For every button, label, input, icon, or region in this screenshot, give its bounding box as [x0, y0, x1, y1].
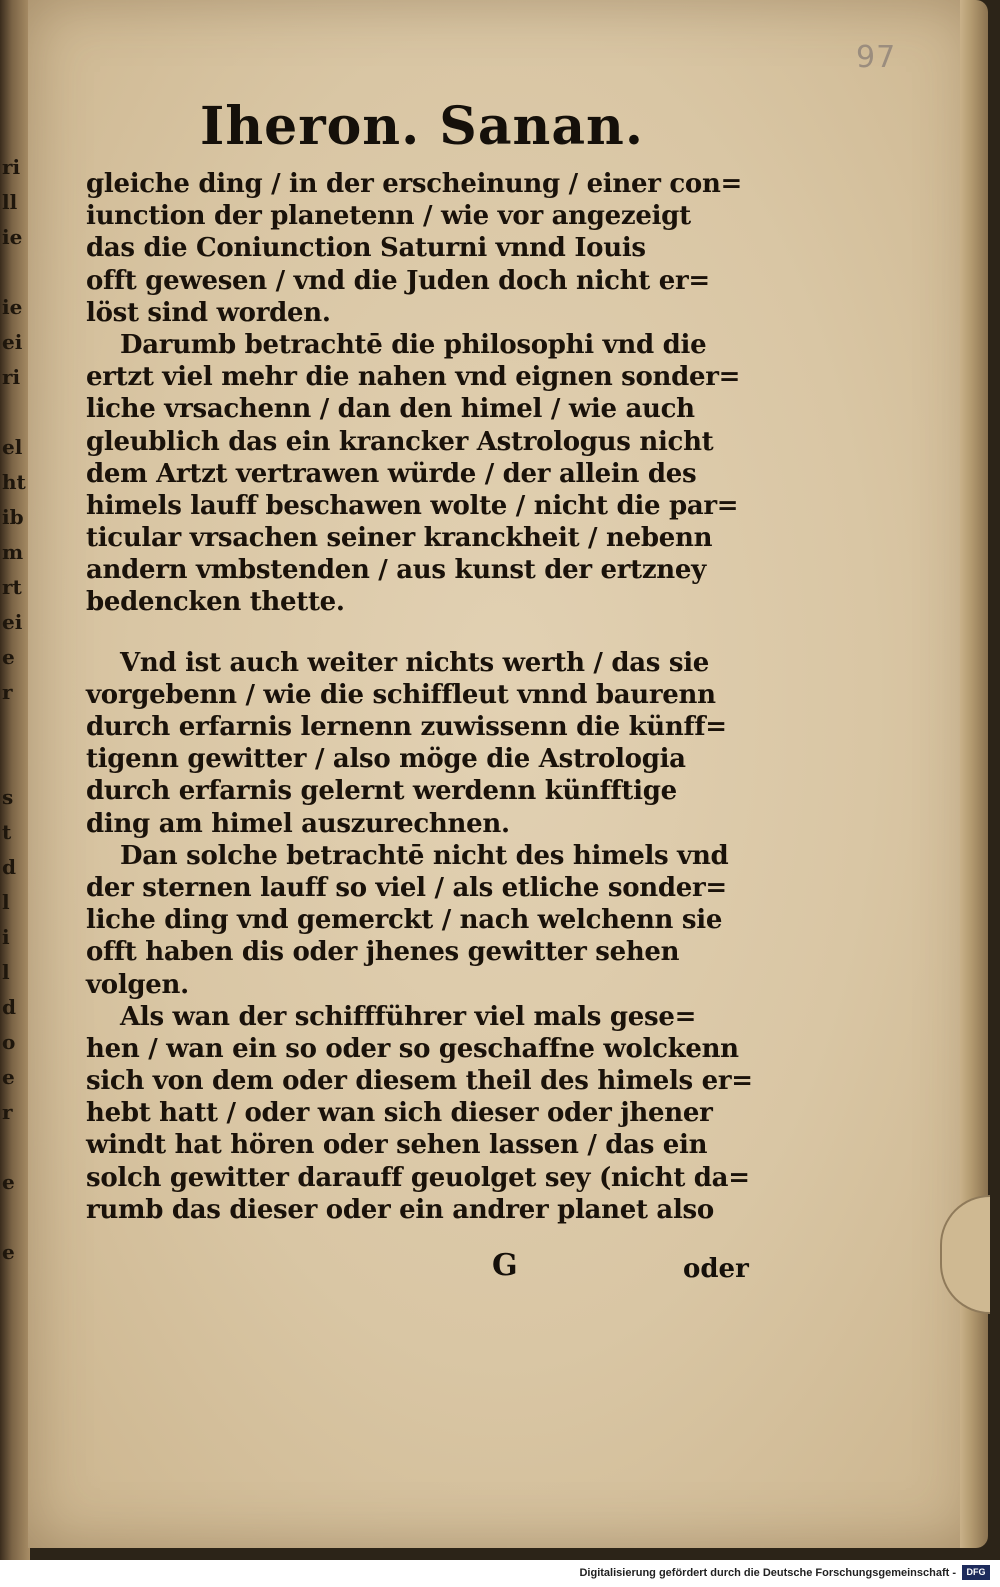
paragraph — [86, 647, 756, 840]
text-line: sich von dem oder diesem theil des himels er= — [86, 1066, 753, 1097]
gutter-fragment — [2, 395, 28, 430]
paragraph — [86, 1001, 756, 1226]
folio-number: 97 — [856, 40, 897, 75]
gutter-fragment: m — [2, 540, 24, 564]
text-line: offt gewesen / vnd die Juden doch nicht er= — [86, 265, 710, 296]
text-line: offt haben dis oder jhenes gewitter sehen — [86, 937, 680, 968]
dfg-logo: DFG — [962, 1565, 990, 1580]
gutter-fragment: r — [2, 1100, 13, 1124]
text-line: Als wan der schiffführer viel mals gese= — [120, 1001, 697, 1032]
gutter-fragment: ie — [2, 295, 23, 319]
gutter-fragment: d — [2, 855, 16, 879]
gutter-fragment: e — [2, 1065, 15, 1089]
gutter-fragment: l — [2, 960, 10, 984]
text-line: volgen. — [86, 969, 189, 1000]
running-head: Iheron. Sanan. — [200, 96, 644, 157]
gutter-fragment: ei — [2, 330, 23, 354]
text-line: gleublich das ein krancker Astrologus nicht — [86, 426, 714, 457]
gutter-fragment — [2, 710, 28, 745]
text-line: löst sind worden. — [86, 297, 331, 328]
funding-credit: Digitalisierung gefördert durch die Deutsche Forschungsgemeinschaft - — [579, 1567, 956, 1579]
text-line: windt hat hören oder sehen lassen / das ein — [86, 1130, 708, 1161]
text-line: solch gewitter darauff geuolget sey (nicht da= — [86, 1162, 750, 1193]
text-line: hen / wan ein so oder so geschaffne wolckenn — [86, 1033, 739, 1064]
gutter-fragment: e — [2, 1240, 15, 1264]
gutter-fragment — [2, 1130, 28, 1165]
text-line: liche ding vnd gemerckt / nach welchenn sie — [86, 905, 723, 936]
text-line: durch erfarnis gelernt werdenn künfftige — [86, 776, 677, 807]
paragraph — [86, 840, 756, 1001]
text-line: vorgebenn / wie die schiffleut vnnd baurenn — [86, 679, 716, 710]
gutter-fragment: ei — [2, 610, 23, 634]
gutter-fragment: l — [2, 890, 10, 914]
text-line: Vnd ist auch weiter nichts werth / das sie — [120, 647, 710, 678]
gutter-fragment: ie — [2, 225, 23, 249]
gutter-fragment: d — [2, 995, 16, 1019]
gutter-fragment — [2, 255, 28, 290]
gutter-fragment: rt — [2, 575, 22, 599]
text-line: ertzt viel mehr die nahen vnd eignen sonder= — [86, 362, 741, 393]
gutter-fragment: ib — [2, 505, 24, 529]
page-edge — [960, 0, 988, 1548]
gutter-fragment: ri — [2, 365, 21, 389]
gutter-fragment: t — [2, 820, 12, 844]
gutter-fragment: el — [2, 435, 23, 459]
facing-page-fragments — [2, 150, 28, 1350]
text-line: ticular vrsachen seiner kranckheit / nebenn — [86, 523, 713, 554]
text-line: durch erfarnis lernenn zuwissenn die künff= — [86, 712, 727, 742]
gutter-fragment: e — [2, 645, 15, 669]
gutter-fragment: e — [2, 1170, 15, 1194]
text-line: iunction der planetenn / wie vor angezeigt — [86, 201, 691, 232]
text-line: tigenn gewitter / also möge die Astrologia — [86, 744, 686, 775]
text-line: das die Coniunction Saturni vnnd Iouis — [86, 233, 646, 264]
gutter-fragment — [2, 1200, 28, 1235]
gutter-fragment: ht — [2, 470, 26, 494]
text-line: gleiche ding / in der erscheinung / einer con= — [86, 169, 743, 199]
paragraph-gap — [86, 619, 756, 647]
text-line: ding am himel auszurechnen. — [86, 808, 510, 839]
gutter-fragment: r — [2, 680, 13, 704]
text-line: der sternen lauff so viel / als etliche sonder= — [86, 872, 727, 903]
gutter-fragment — [2, 745, 28, 780]
paragraph — [86, 168, 756, 329]
text-line: himels lauff beschawen wolte / nicht die par= — [86, 490, 739, 521]
gutter-fragment: s — [2, 785, 14, 809]
paragraph — [86, 329, 756, 619]
footer-bar — [0, 1560, 1000, 1587]
signature-mark: G — [492, 1248, 518, 1283]
text-line: dem Artzt vertrawen würde / der allein des — [86, 458, 697, 489]
text-line: andern vmbstenden / aus kunst der ertzney — [86, 555, 706, 586]
text-line: rumb das dieser oder ein andrer planet also — [86, 1194, 714, 1225]
gutter-fragment: o — [2, 1030, 16, 1054]
text-line: Dan solche betrachtē nicht des himels vnd — [120, 840, 729, 871]
main-text — [86, 168, 756, 1226]
gutter-fragment: i — [2, 925, 10, 949]
text-line: liche vrsachenn / dan den himel / wie auch — [86, 394, 695, 425]
text-line: hebt hatt / oder wan sich dieser oder jhener — [86, 1098, 713, 1129]
gutter-fragment: ll — [2, 190, 18, 214]
text-line: Darumb betrachtē die philosophi vnd die — [120, 329, 707, 360]
gutter-fragment: ri — [2, 155, 21, 179]
catchword: oder — [683, 1254, 749, 1284]
text-line: bedencken thette. — [86, 587, 345, 618]
binding-gutter — [0, 0, 30, 1560]
